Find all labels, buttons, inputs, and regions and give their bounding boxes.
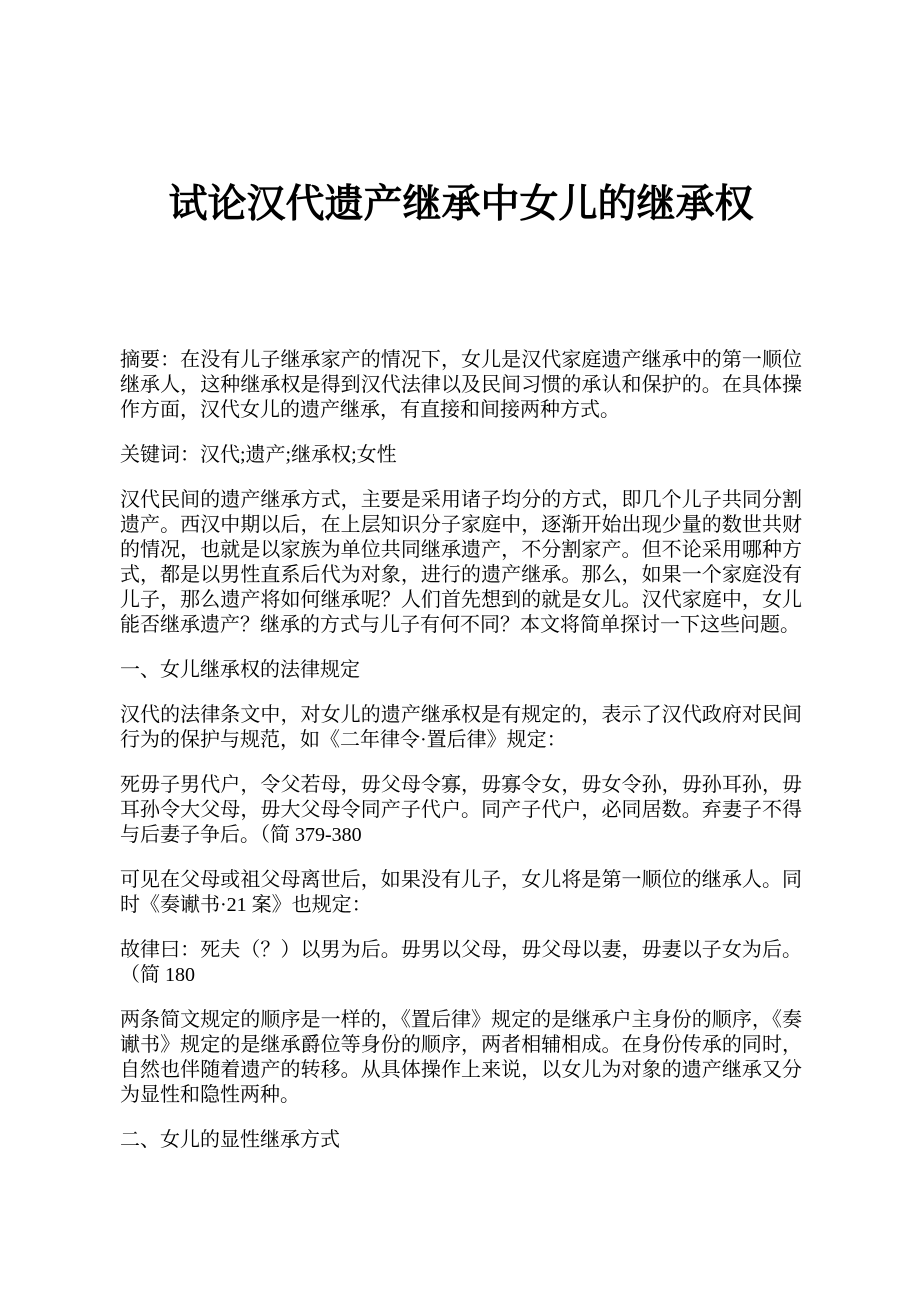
document-title: 试论汉代遗产继承中女儿的继承权 (168, 183, 754, 226)
section-heading-2: 二、女儿的显性继承方式 (120, 1129, 340, 1151)
intro-paragraph: 汉代民间的遗产继承方式，主要是采用诸子均分的方式，即几个儿子共同分割遗产。西汉中期以后，在上层知识分子家庭中，逐渐开始出现少量的数世共财的情况，也就是以家族为单位共同继承遗产，不分割家产。但不论采用哪种方式，都是以男性直系后代为对象，进行的遗产继承。那么，如果一个家庭没有儿子，那么遗产将如何继承呢？人们首先想到的就是女儿。汉代家庭中，女儿能否继承遗产？继承的方式与儿子有何不同？本文将简单探讨一下这些问题。 (120, 489, 802, 636)
keywords-line: 关键词：汉代;遗产;继承权;女性 (120, 444, 397, 466)
abstract-paragraph: 摘要：在没有儿子继承家产的情况下，女儿是汉代家庭遗产继承中的第一顺位继承人，这种继承权是得到汉代法律以及民间习惯的承认和保护的。在具体操作方面，汉代女儿的遗产继承，有直接和间接两种方式。 (120, 349, 802, 421)
body-paragraph-law: 汉代的法律条文中，对女儿的遗产继承权是有规定的，表示了汉代政府对民间行为的保护与规范，如《二年律令·置后律》规定： (120, 704, 802, 751)
quote-paragraph-gulv: 故律曰：死夫（？）以男为后。毋男以父母，毋父母以妻，毋妻以子女为后。（简 180 (120, 939, 802, 986)
body-paragraph-zouyanshu: 可见在父母或祖父母离世后，如果没有儿子，女儿将是第一顺位的继承人。同时《奏谳书·21 案》也规定： (120, 869, 802, 916)
section-heading-1: 一、女儿继承权的法律规定 (120, 659, 360, 681)
body-paragraph-comparison: 两条简文规定的顺序是一样的，《置后律》规定的是继承户主身份的顺序，《奏谳书》规定的是继承爵位等身份的顺序，两者相辅相成。在身份传承的同时，自然也伴随着遗产的转移。从具体操作上来说，以女儿为对象的遗产继承又分为显性和隐性两种。 (120, 1009, 802, 1106)
quote-paragraph-zhihoulv: 死毋子男代户，令父若母，毋父母令寡，毋寡令女，毋女令孙，毋孙耳孙，毋耳孙令大父母，毋大父母令同产子代户。同产子代户，必同居数。弃妻子不得与后妻子争后。（简 379-380 (120, 774, 802, 846)
